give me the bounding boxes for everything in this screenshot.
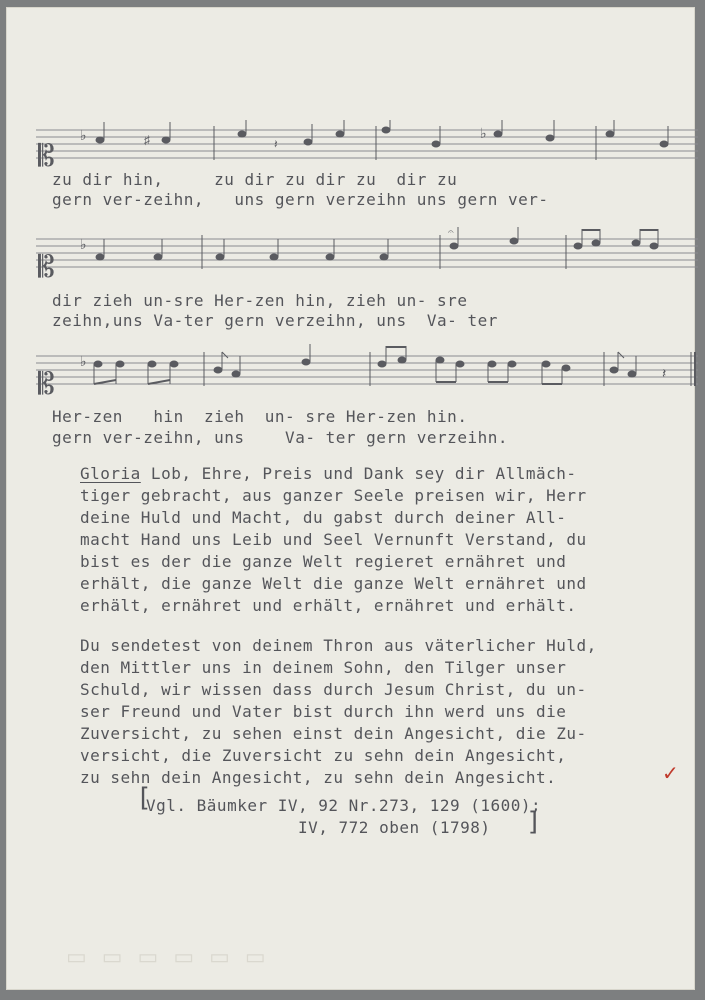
svg-text:𝄽: 𝄽 bbox=[274, 137, 278, 151]
svg-text:𝄡: 𝄡 bbox=[38, 250, 55, 283]
gloria-line-1 bbox=[80, 464, 577, 483]
reference-line-2: IV, 772 oben (1798) bbox=[298, 818, 491, 837]
gloria-line-4: macht Hand uns Leib und Seel Vernunft Verstand, du bbox=[80, 530, 587, 549]
verse2-line-1: Du sendetest von deinem Thron aus väterlicher Huld, bbox=[80, 636, 597, 655]
music-staff-1 bbox=[36, 120, 698, 172]
verse2-line-2: den Mittler uns in deinem Sohn, den Tilger unser bbox=[80, 658, 567, 677]
svg-text:♭: ♭ bbox=[80, 354, 87, 370]
gloria-heading: Gloria bbox=[80, 464, 141, 483]
reference-line-1: Vgl. Bäumker IV, 92 Nr.273, 129 (1600); bbox=[146, 796, 542, 815]
staff-1-lyrics-2: gern ver-zeihn, uns gern verzeihn uns gern ver- bbox=[52, 190, 549, 209]
verse2-line-7: zu sehn dein Angesicht, zu sehn dein Angesicht. bbox=[80, 768, 557, 787]
gloria-line-7: erhält, ernähret und erhält, ernähret und erhält. bbox=[80, 596, 577, 615]
svg-text:♭: ♭ bbox=[480, 127, 487, 142]
gloria-line-2: tiger gebracht, aus ganzer Seele preisen wir, Herr bbox=[80, 486, 587, 505]
staff-1-lyrics-1: zu dir hin, zu dir zu dir zu dir zu bbox=[52, 170, 458, 189]
bracket-open-icon: [ bbox=[136, 783, 152, 813]
verse2-line-4: ser Freund und Vater bist durch ihn werd uns die bbox=[80, 702, 567, 721]
svg-text:♭: ♭ bbox=[80, 128, 87, 144]
staff-2-lyrics-2: zeihn,uns Va-ter gern verzeihn, uns Va- ter bbox=[52, 311, 498, 330]
music-staff-2 bbox=[36, 227, 698, 283]
svg-text:𝄡: 𝄡 bbox=[38, 367, 55, 402]
gloria-line-6: erhält, die ganze Welt die ganze Welt ernähret und bbox=[80, 574, 587, 593]
verse2-line-3: Schuld, wir wissen dass durch Jesum Christ, du un- bbox=[80, 680, 587, 699]
bracket-close-icon: ] bbox=[526, 807, 542, 837]
bleed-through-stamp: ▭ ▭ ▭ ▭ ▭ ▭ bbox=[66, 945, 270, 970]
staff-2-lyrics-1: dir zieh un-sre Her-zen hin, zieh un- sre bbox=[52, 291, 468, 310]
svg-text:𝄡: 𝄡 bbox=[38, 139, 55, 172]
typescript-page bbox=[6, 7, 695, 990]
verse2-line-6: versicht, die Zuversicht zu sehn dein Angesicht, bbox=[80, 746, 567, 765]
verse2-line-5: Zuversicht, zu sehen einst dein Angesicht, die Zu- bbox=[80, 724, 587, 743]
staff-3-lyrics-2: gern ver-zeihn, uns Va- ter gern verzeihn. bbox=[52, 428, 508, 447]
staff-3-lyrics-1: Her-zen hin zieh un- sre Her-zen hin. bbox=[52, 407, 468, 426]
svg-text:♭: ♭ bbox=[80, 237, 87, 253]
svg-text:♯: ♯ bbox=[144, 133, 150, 147]
gloria-line-3: deine Huld und Macht, du gabst durch deiner All- bbox=[80, 508, 567, 527]
svg-text:𝄽: 𝄽 bbox=[662, 367, 667, 382]
svg-text:𝄐: 𝄐 bbox=[448, 227, 454, 238]
gloria-text: Lob, Ehre, Preis und Dank sey dir Allmäch- bbox=[140, 464, 577, 483]
music-staff-3 bbox=[36, 342, 698, 402]
check-mark: ✓ bbox=[662, 761, 679, 785]
gloria-line-5: bist es der die ganze Welt regieret ernähret und bbox=[80, 552, 567, 571]
